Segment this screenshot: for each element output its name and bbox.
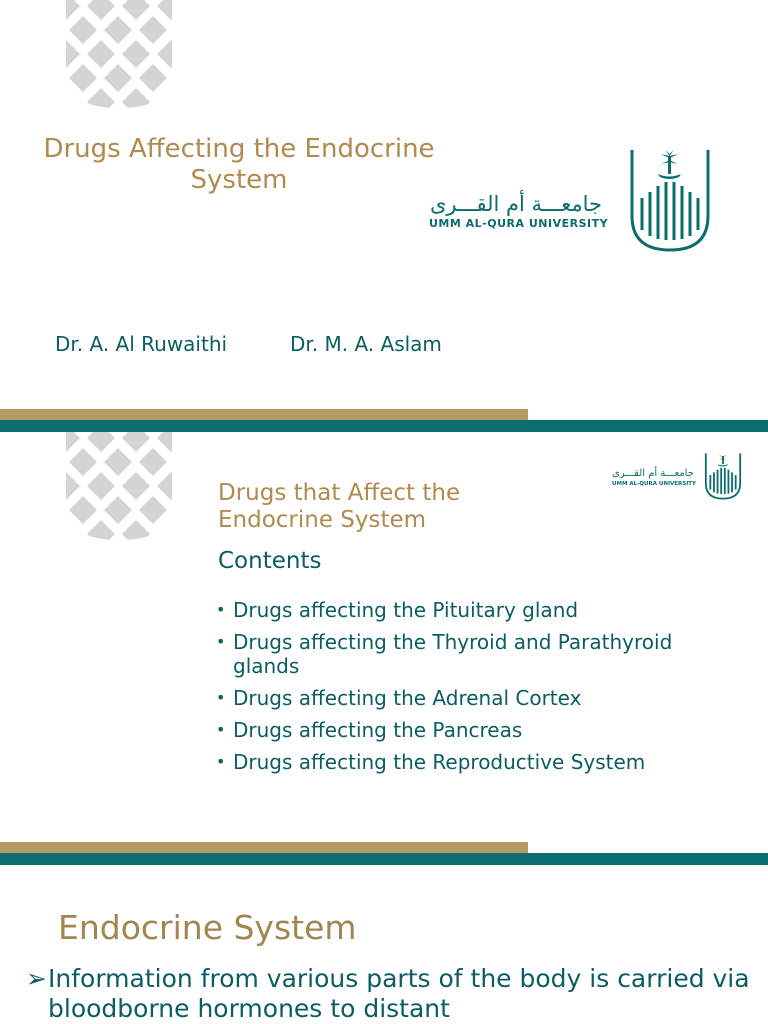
author-name: Dr. A. Al Ruwaithi	[55, 332, 228, 356]
teal-divider-bar	[0, 420, 768, 432]
university-emblem-icon	[628, 144, 712, 256]
author-name: Dr. M. A. Aslam	[290, 332, 442, 356]
slide-title: Endocrine System	[58, 908, 357, 947]
gold-divider-bar	[0, 409, 528, 420]
university-emblem-icon	[704, 450, 742, 502]
gold-divider-bar	[0, 842, 528, 853]
logo-latin-text: UMM AL-QURA UNIVERSITY	[429, 217, 609, 230]
list-item: • Drugs affecting the Pancreas	[216, 718, 523, 742]
logo-latin-text: UMM AL-QURA UNIVERSITY	[612, 481, 697, 487]
slide-title: Drugs that Affect the Endocrine System	[218, 480, 461, 533]
lattice-pattern-icon	[66, 432, 172, 540]
body-paragraph: Information from various parts of the body is carried via bloodborne hormones to distant	[48, 964, 750, 1023]
presentation-title: Drugs Affecting the Endocrine System	[43, 134, 435, 195]
list-item: • Drugs affecting the Pituitary gland	[216, 598, 579, 622]
list-item: • Drugs affecting the Reproductive System	[216, 750, 646, 774]
university-logo-small	[610, 450, 744, 504]
title-slide	[0, 0, 768, 410]
list-item: • Drugs affecting the Thyroid and Parathyroid glands	[216, 630, 673, 678]
logo-arabic-text: جامعـــة أم القـــرى	[612, 468, 694, 479]
contents-list	[216, 598, 736, 782]
logo-arabic-text: جامعـــة أم القـــرى	[430, 192, 602, 216]
contents-heading: Contents	[218, 548, 322, 574]
lattice-pattern-icon	[66, 0, 172, 108]
teal-divider-bar	[0, 853, 768, 865]
list-item: • Drugs affecting the Adrenal Cortex	[216, 686, 582, 710]
university-logo	[424, 144, 714, 256]
arrow-bullet-icon: ➢	[26, 964, 47, 993]
body-text	[26, 964, 756, 1024]
